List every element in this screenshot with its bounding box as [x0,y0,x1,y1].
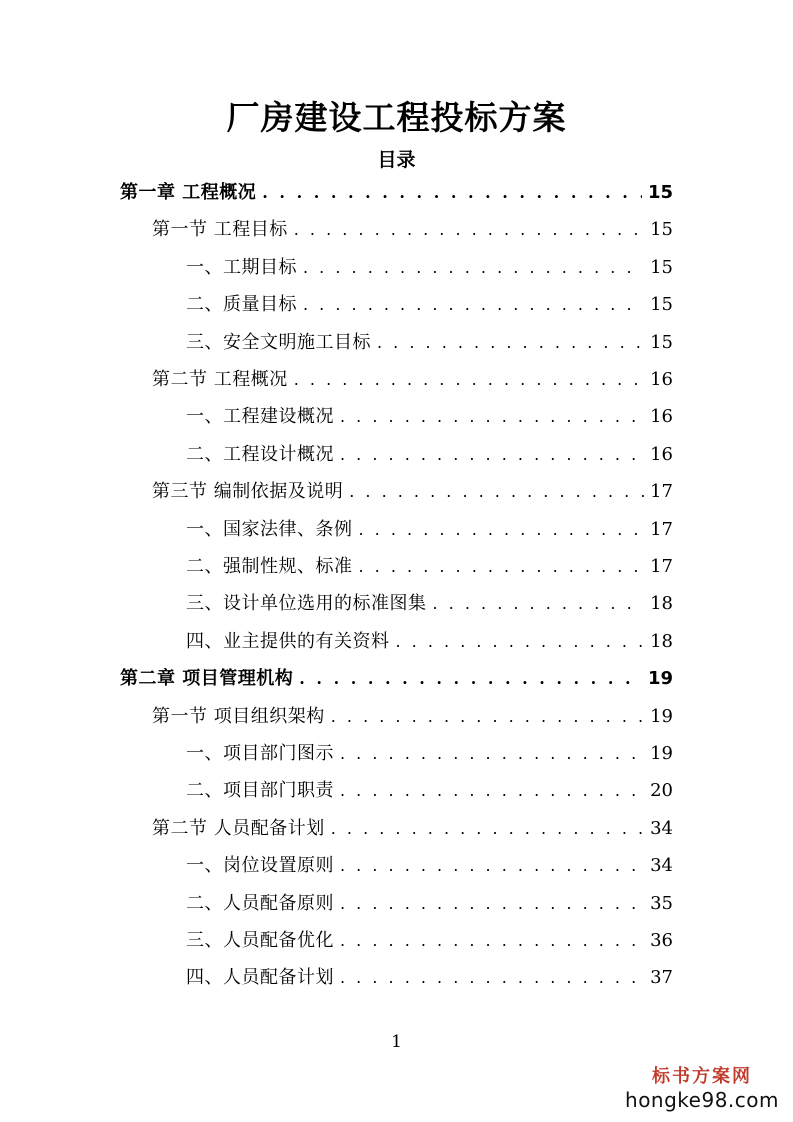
toc-entry-level-3[interactable] [186,959,673,997]
toc-entry-page: 15 [647,182,673,203]
toc-entry-label: 第二章 项目管理机构 [120,668,294,690]
toc-dot-leader [299,660,642,698]
toc-entry-level-3[interactable] [186,511,673,549]
toc-entry-level-3[interactable] [186,735,673,773]
toc-dot-leader [340,959,644,997]
toc-heading: 目录 [377,149,416,171]
toc-entry-level-2[interactable] [152,361,673,399]
toc-entry-label: 一、岗位设置原则 [186,855,334,877]
toc-entry-level-1[interactable] [120,660,673,698]
toc-entry-level-3[interactable] [186,922,673,960]
toc-entry-page: 16 [650,406,673,428]
toc-entry-level-3[interactable] [186,548,673,586]
toc-entry-label: 三、设计单位选用的标准图集 [186,593,427,615]
toc-entry-label: 三、人员配备优化 [186,930,334,951]
watermark-logo [625,1062,779,1112]
toc-entry-page: 15 [650,256,673,278]
toc-entry-label: 二、人员配备原则 [186,892,334,914]
toc-entry-label: 第三节 编制依据及说明 [152,481,344,503]
watermark-url: hongke98.com [625,1088,779,1112]
toc-entry-page: 37 [650,967,673,989]
toc-entry-page: 18 [650,593,673,615]
toc-dot-leader [340,398,644,436]
toc-entry-level-3[interactable] [186,885,673,923]
toc-entry-label: 三、安全文明施工目标 [186,331,371,353]
toc-entry-label: 二、质量目标 [186,294,297,316]
toc-entry-level-3[interactable] [186,623,673,661]
toc-entry-label: 第一节 项目组织架构 [152,705,325,727]
toc-entry-label: 二、项目部门职责 [186,780,334,802]
toc-entry-level-3[interactable] [186,436,673,474]
toc-entry-level-3[interactable] [186,585,673,623]
toc-entry-page: 19 [647,668,673,690]
toc-entry-label: 一、工期目标 [186,256,297,278]
toc-entry-level-1[interactable] [120,174,673,212]
toc-entry-page: 19 [650,743,673,764]
toc-dot-leader [433,585,645,623]
toc-dot-leader [340,735,644,773]
toc-entry-page: 34 [650,855,673,877]
toc-entry-label: 四、人员配备计划 [186,967,334,989]
toc-dot-leader [396,623,645,661]
toc-dot-leader [377,324,644,362]
toc-entry-page: 18 [650,630,673,652]
toc-entry-page: 19 [650,705,673,727]
toc-entry-label: 第一章 工程概况 [120,182,257,203]
toc-entry-label: 二、工程设计概况 [186,443,334,465]
toc-dot-leader [340,436,644,474]
page-number: 1 [391,1032,402,1052]
toc-entry-label: 一、项目部门图示 [186,743,334,764]
toc-entry-page: 34 [650,817,673,839]
toc-entry-level-3[interactable] [186,324,673,362]
toc-entry-page: 16 [650,443,673,465]
toc-entry-page: 16 [650,369,673,390]
toc-entry-page: 20 [650,780,673,802]
toc-entry-level-2[interactable] [152,810,673,848]
toc-entry-page: 17 [650,481,673,503]
toc-entry-level-2[interactable] [152,211,673,249]
toc-entry-page: 15 [650,331,673,353]
toc-dot-leader [340,772,644,810]
toc-entry-level-2[interactable] [152,473,673,511]
toc-entry-level-3[interactable] [186,772,673,810]
toc-entry-level-3[interactable] [186,847,673,885]
toc-dot-leader [294,211,644,249]
toc-dot-leader [340,847,644,885]
toc-dot-leader [262,174,642,212]
toc-dot-leader [359,548,645,586]
watermark-site-name: 标书方案网 [652,1066,752,1087]
toc-entry-level-2[interactable] [152,698,673,736]
toc-dot-leader [349,473,644,511]
toc-entry-label: 一、国家法律、条例 [186,518,353,540]
toc-entry-level-3[interactable] [186,398,673,436]
document-title: 厂房建设工程投标方案 [226,98,567,137]
toc-entry-label: 第二节 工程概况 [152,369,288,390]
toc-dot-leader [294,361,644,399]
toc-dot-leader [340,922,644,960]
toc-entry-page: 15 [650,294,673,316]
toc-entry-level-3[interactable] [186,249,673,287]
toc-dot-leader [340,885,644,923]
toc-dot-leader [303,249,644,287]
toc-entry-page: 15 [650,219,673,241]
toc-dot-leader [303,286,644,324]
toc-entry-page: 35 [650,892,673,914]
toc-dot-leader [331,698,644,736]
toc-entry-level-3[interactable] [186,286,673,324]
toc-dot-leader [359,511,645,549]
toc-entry-label: 四、业主提供的有关资料 [186,630,390,652]
toc-entry-page: 17 [650,556,673,577]
toc-entry-label: 一、工程建设概况 [186,406,334,428]
toc-entry-page: 17 [650,518,673,540]
toc-entry-page: 36 [650,930,673,951]
toc-entry-label: 第二节 人员配备计划 [152,817,325,839]
toc-dot-leader [331,810,644,848]
toc-entry-label: 第一节 工程目标 [152,219,288,241]
toc-entry-label: 二、强制性规、标准 [186,556,353,577]
